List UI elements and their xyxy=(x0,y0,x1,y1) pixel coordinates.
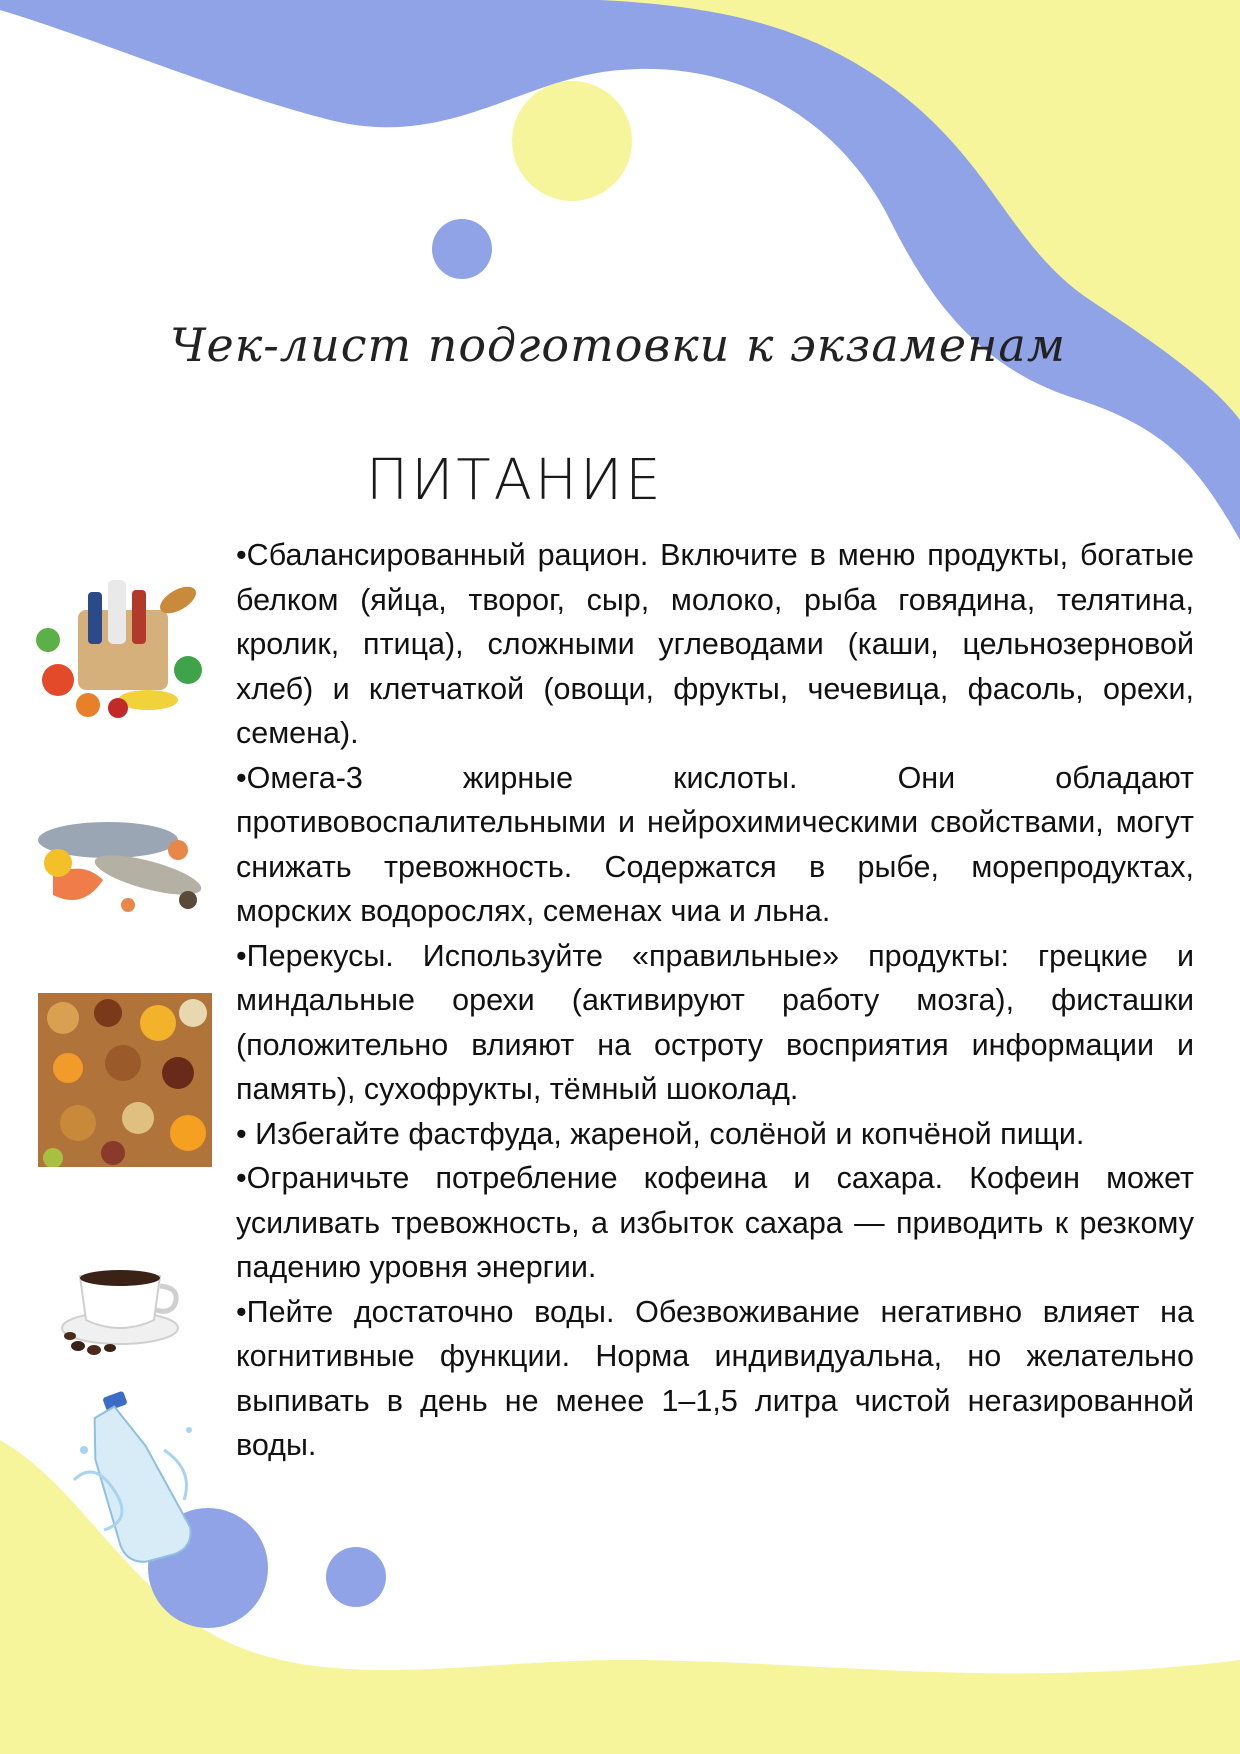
list-item-drink-water: •Пейте достаточно воды. Обезвоживание негативно влияет на когнитивные функции. Норма индивидуальна, но желательно выпивать в день не менее 1–1,5 литра чистой негазированной воды. xyxy=(236,1294,1194,1462)
nuts-dried-fruits-icon xyxy=(38,993,212,1167)
blue-circle-bottom-small xyxy=(326,1547,386,1607)
list-item-balanced-diet: •Сбалансированный рацион. Включите в меню продукты, богатые белком (яйца, творог, сыр, молоко, рыба говядина, телятина, кролик, птица), сложными углеводами (каши, цельнозерновой хлеб) и клетчаткой (овощи, фрукты, чечевица, фасоль, орехи, семена). xyxy=(236,538,1194,750)
nutrition-list xyxy=(236,533,1194,1468)
list-item-avoid-fastfood: • Избегайте фастфуда, жареной, солёной и копчёной пищи. xyxy=(236,1116,1085,1151)
list-item-limit-caffeine: •Ограничьте потребление кофеина и сахара. Кофеин может усиливать тревожность, а избыток сахара — приводить к резкому падению уровня энергии. xyxy=(236,1161,1194,1284)
seafood-icon xyxy=(28,805,214,925)
blue-circle-top xyxy=(432,219,492,279)
page-title: Чек-лист подготовки к экзаменам xyxy=(170,318,1066,372)
section-heading: ПИТАНИЕ xyxy=(366,448,664,513)
list-item-snacks: •Перекусы. Используйте «правильные» продукты: грецкие и миндальные орехи (активируют работу мозга), фисташки (положительно влияют на остроту восприятия информации и память), сухофрукты, тёмный шоколад. xyxy=(236,938,1194,1106)
yellow-circle-top xyxy=(512,81,632,201)
list-item-omega3: •Омега-3 жирные кислоты. Они обладают противовоспалительными и нейрохимическими свойствами, могут снижать тревожность. Содержатся в рыбе, морепродуктах, морских водорослях, семенах чиа и льна. xyxy=(236,760,1194,928)
grocery-basket-icon xyxy=(28,560,214,720)
coffee-cup-icon xyxy=(58,1258,188,1358)
water-bottle-icon xyxy=(64,1390,204,1570)
